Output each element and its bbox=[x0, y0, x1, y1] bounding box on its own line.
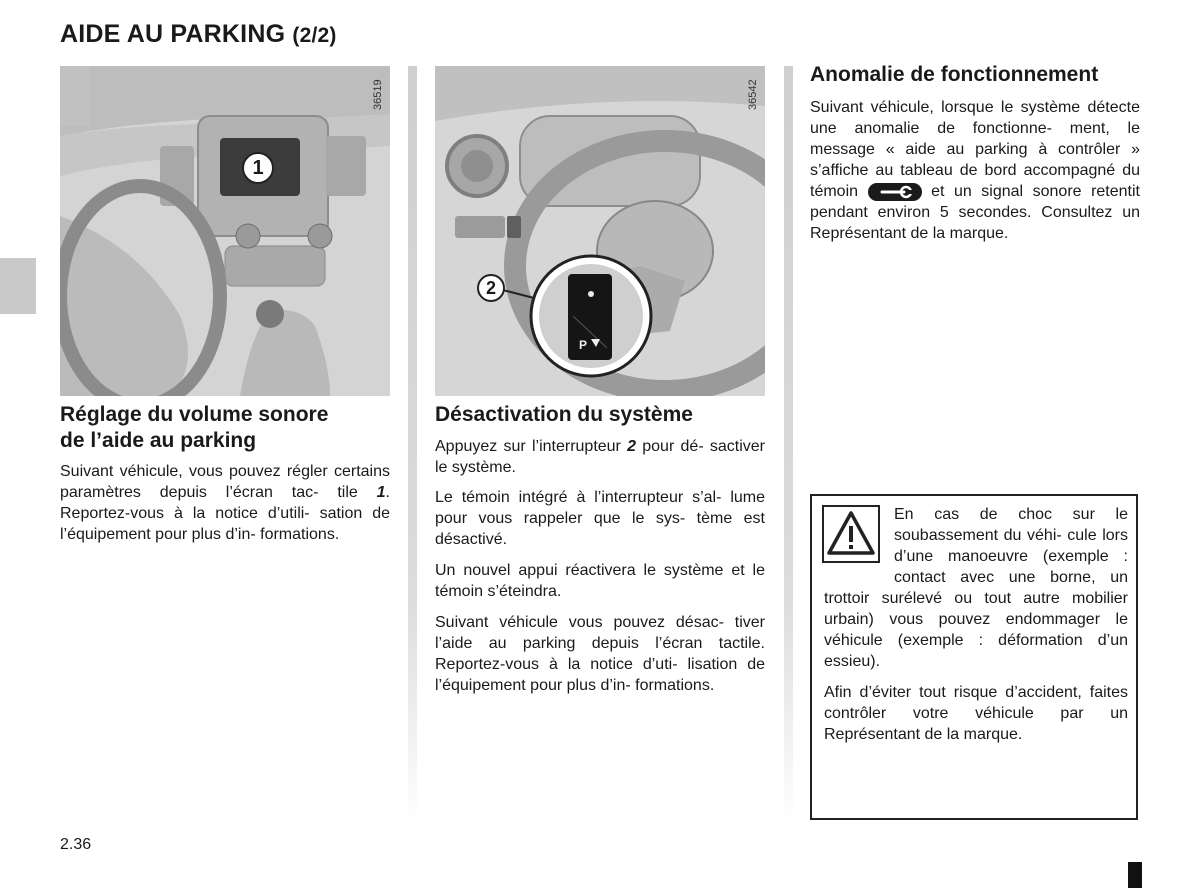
icon-spacer bbox=[824, 504, 894, 574]
text-run: . Reportez-vous à la notice d’utili- sation de l’équipement pour plus d’in- formations. bbox=[60, 484, 390, 543]
paragraph-deactivation-2: Le témoin intégré à l’interrupteur s’al- lume pour vous rappeler que le sys- tème est désactivé. bbox=[435, 489, 765, 548]
paragraph-malfunction bbox=[810, 97, 1140, 244]
warning-box bbox=[810, 494, 1138, 820]
warning-text bbox=[824, 504, 1128, 745]
paragraph-deactivation-3: Un nouvel appui réactivera le système et le témoin s’éteindra. bbox=[435, 562, 765, 600]
column-divider-2 bbox=[784, 66, 793, 826]
title-suffix: (2/2) bbox=[292, 24, 337, 47]
page-title bbox=[60, 20, 337, 49]
text-run: et un signal sonore retentit pendant environ 5 secondes. Consultez un Représentant de la marque. bbox=[810, 183, 1140, 242]
warning-paragraph-2: Afin d’éviter tout risque d’accident, faites contrôler votre véhicule par un Représentant de la marque. bbox=[824, 684, 1128, 743]
wrench-icon bbox=[868, 183, 922, 201]
section-heading-deactivation: Désactivation du système bbox=[435, 403, 693, 426]
paragraph-volume bbox=[60, 461, 390, 545]
figure-dashboard-screen bbox=[60, 66, 390, 396]
title-text: AIDE AU PARKING bbox=[60, 20, 286, 48]
reference-number: 1 bbox=[376, 484, 386, 501]
switch-p-label: P bbox=[579, 338, 588, 352]
figure-ref-1: 36519 bbox=[372, 79, 384, 110]
warning-paragraph-1: En cas de choc sur le soubassement du véhi- cule lors d’une manoeuvre (exemple : contact avec une borne, un trottoir surélevé ou tout autre mobilier urbain) vous pouvez endommager le véhicule (exemple : déformation d’un essieu). bbox=[824, 506, 1128, 670]
text-run: Suivant véhicule, vous pouvez régler certains paramètres depuis l’écran tac- tile bbox=[60, 463, 390, 501]
figure-ref-2: 36542 bbox=[747, 79, 759, 110]
section-heading-volume bbox=[60, 402, 390, 454]
section-heading-malfunction: Anomalie de fonctionnement bbox=[810, 63, 1099, 86]
paragraph-gap bbox=[824, 672, 1128, 682]
reference-number: 2 bbox=[627, 438, 637, 455]
text-run: Suivant véhicule, lorsque le système détecte une anomalie de fonctionne- ment, le message « aide au parking à contrôler » s’affiche au tableau de bord accompagné du témoin bbox=[810, 99, 1140, 200]
callout-2: 2 bbox=[477, 274, 505, 302]
heading-line-1: Réglage du volume sonore bbox=[60, 403, 329, 426]
chapter-tab bbox=[0, 258, 36, 314]
column-divider-1 bbox=[408, 66, 417, 826]
paragraph-deactivation-1 bbox=[435, 436, 765, 478]
paragraph-deactivation-4: Suivant véhicule vous pouvez désac- tiver l’aide au parking depuis l’écran tactile. Reportez-vous à la notice d’uti- lisation de l’équipement pour plus d’in- formations. bbox=[435, 614, 765, 694]
heading-line-2: de l’aide au parking bbox=[60, 429, 257, 452]
page-corner-mark bbox=[1128, 862, 1142, 888]
figure-steering-switch bbox=[435, 66, 765, 396]
callout-1: 1 bbox=[242, 152, 274, 184]
page-number: 2.36 bbox=[60, 836, 92, 853]
text-run: Appuyez sur l’interrupteur bbox=[435, 438, 628, 455]
text-run: pour dé- sactiver le système. bbox=[435, 438, 766, 476]
